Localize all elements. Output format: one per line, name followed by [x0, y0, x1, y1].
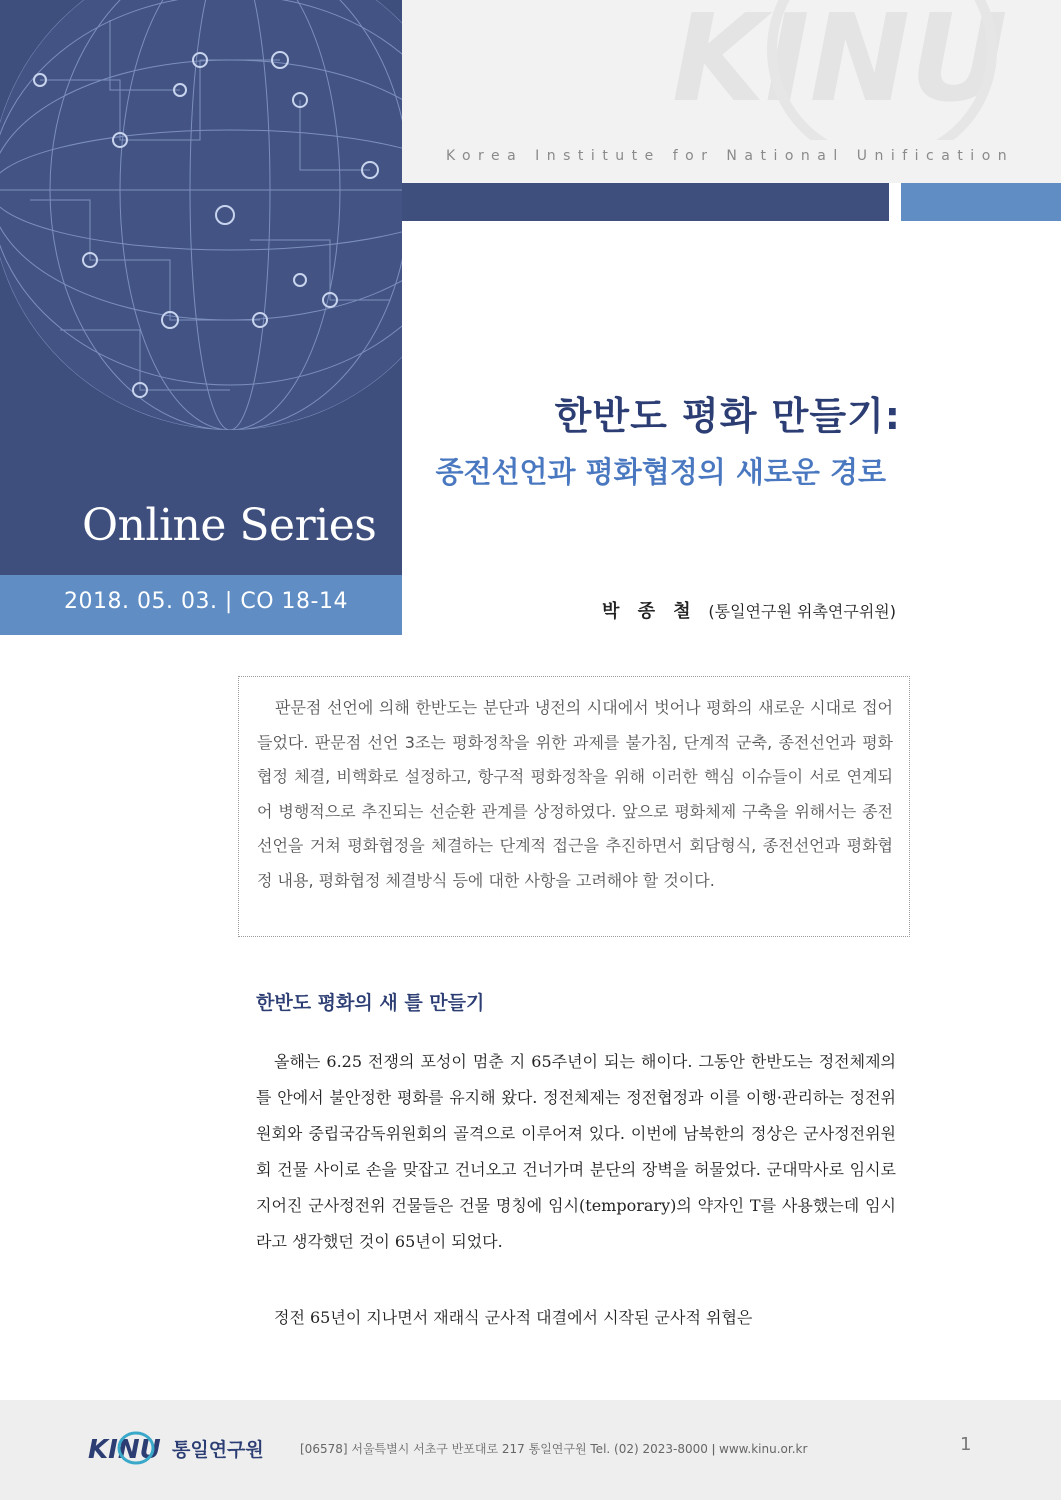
svg-text:KINU: KINU [672, 0, 1008, 129]
main-title: 한반도 평화 만들기: [554, 394, 901, 438]
body-paragraph: 정전 65년이 지나면서 재래식 군사적 대결에서 시작된 군사적 위협은 [274, 1308, 753, 1327]
date-code-bar [0, 575, 402, 635]
summary-text: 판문점 선언에 의해 한반도는 분단과 냉전의 시대에서 벗어나 평화의 새로운 시대로 접어들었다. 판문점 선언 3조는 평화정착을 위한 과제를 불가침, 단계적 군축, 종전선언과 평화협정 체결, 비핵화로 설정하고, 항구적 평화정착을 위해 이러한 핵심 이슈들이 서로 연계되어 병행적으로 추진되는 선순환 관계를 상정하였다. 앞으로 평화체제 구축을 위해서는 종전선언을 거쳐 평화협정을 체결하는 단계적 접근을 추진하면서 회담형식, 종전선언과 평화협정 내용, 평화협정 체결방식 등에 대한 사항을 고려해야 할 것이다. [257, 698, 893, 890]
summary-box [238, 676, 910, 937]
subtitle: 종전선언과 평화협정의 새로운 경로 [435, 455, 886, 489]
author-affiliation: (통일연구원 위촉연구위원) [708, 602, 896, 621]
kinu-logo-icon [88, 1430, 166, 1466]
kinu-watermark-logo [672, 0, 1061, 140]
series-name: Online Series [82, 500, 377, 551]
footer-address: [06578] 서울특별시 서초구 반포대로 217 통일연구원 Tel. (02) 2023-8000 ǀ www.kinu.or.kr [300, 1442, 808, 1456]
header-banner [402, 0, 1061, 183]
cover-left-panel [0, 0, 402, 575]
institute-name-en: Korea Institute for National Unification [446, 148, 1015, 164]
org-name: 통일연구원 [172, 1438, 264, 1461]
page-footer [0, 1400, 1061, 1500]
author-line [602, 597, 896, 623]
svg-text:KINU: KINU [88, 1435, 161, 1465]
date-code: 2018. 05. 03. | CO 18-14 [64, 589, 348, 614]
header-bar-dark [402, 183, 889, 221]
author-name: 박 종 철 [601, 601, 697, 622]
globe-network-graphic [0, 0, 402, 470]
footer-logo [88, 1430, 264, 1466]
page-number: 1 [960, 1434, 972, 1455]
body-paragraph: 올해는 6.25 전쟁의 포성이 멈춘 지 65주년이 되는 해이다. 그동안 한반도는 정전체제의 틀 안에서 불안정한 평화를 유지해 왔다. 정전체제는 정전협정과 이를 이행·관리하는 정전위원회와 중립국감독위원회의 골격으로 이루어져 있다. 이번에 남북한의 정상은 군사정전위원회 건물 사이로 손을 맞잡고 건너오고 건너가며 분단의 장벽을 허물었다. 군대막사로 임시로 지어진 군사정전위 건물들은 건물 명칭에 임시(temporary)의 약자인 T를 사용했는데 임시라고 생각했던 것이 65년이 되었다. [256, 1052, 896, 1251]
header-bar-light [901, 183, 1061, 221]
section-heading: 한반도 평화의 새 틀 만들기 [256, 992, 485, 1014]
